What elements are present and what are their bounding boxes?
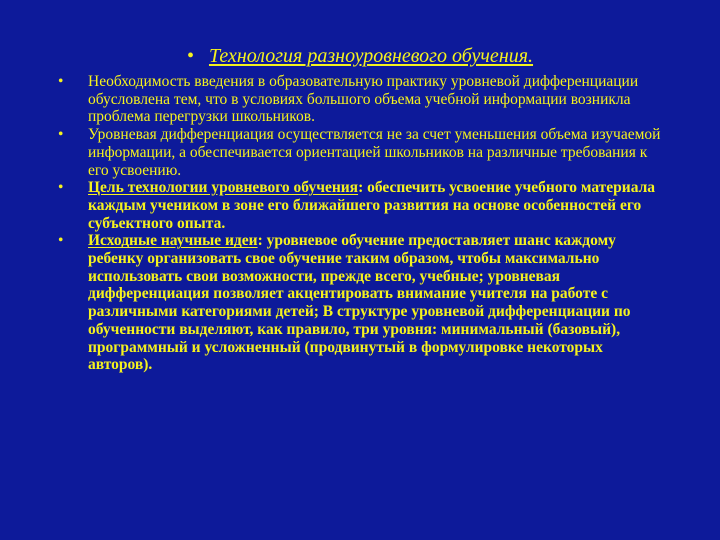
bullet-icon: • <box>58 126 64 144</box>
bullet-text: Необходимость введения в образовательную практику уровневой дифференциации обусловлена тем, что в условиях большого объема учебной информации возникла проблема перегрузки школьников. <box>88 73 639 126</box>
bullet-text: : обеспечить усвоение учебного материала каждым учеником в зоне его ближайшего развития на основе особенностей его субъектного опыта. <box>88 179 656 232</box>
title-bullet-icon: • <box>186 45 194 67</box>
bullet-item <box>58 73 670 126</box>
slide-title-row <box>0 44 720 68</box>
bullet-item <box>58 179 670 232</box>
bullet-item <box>58 232 670 374</box>
bullet-item <box>58 126 670 179</box>
bullet-lead: Цель технологии уровневого обучения <box>88 179 359 197</box>
bullet-lead: Исходные научные идеи <box>88 232 258 250</box>
bullet-icon: • <box>58 73 64 90</box>
bullet-icon: • <box>58 232 64 250</box>
bullet-text: : уровневое обучение предоставляет шанс каждому ребенку организовать свое обучение таким образом, чтобы максимально использовать свои возможности, прежде всего, учебные; уровневая дифференциация позволяет акцентировать внимание учителя на работе с различными категориями детей; В структуре уровневой дифференциации по обученности выделяют, как правило, три уровня: минимальный (базовый), программный и усложненный (продвинутый в формулировке некоторых авторов). <box>88 232 631 374</box>
slide-title: Технология разноуровневого обучения. <box>208 45 534 67</box>
bullet-text: Уровневая дифференциация осуществляется не за счет уменьшения объема изучаемой информации, а обеспечивается ориентацией школьников на различные требования к его усвоению. <box>88 126 661 179</box>
bullet-icon: • <box>58 179 64 197</box>
bullet-list <box>58 73 670 374</box>
